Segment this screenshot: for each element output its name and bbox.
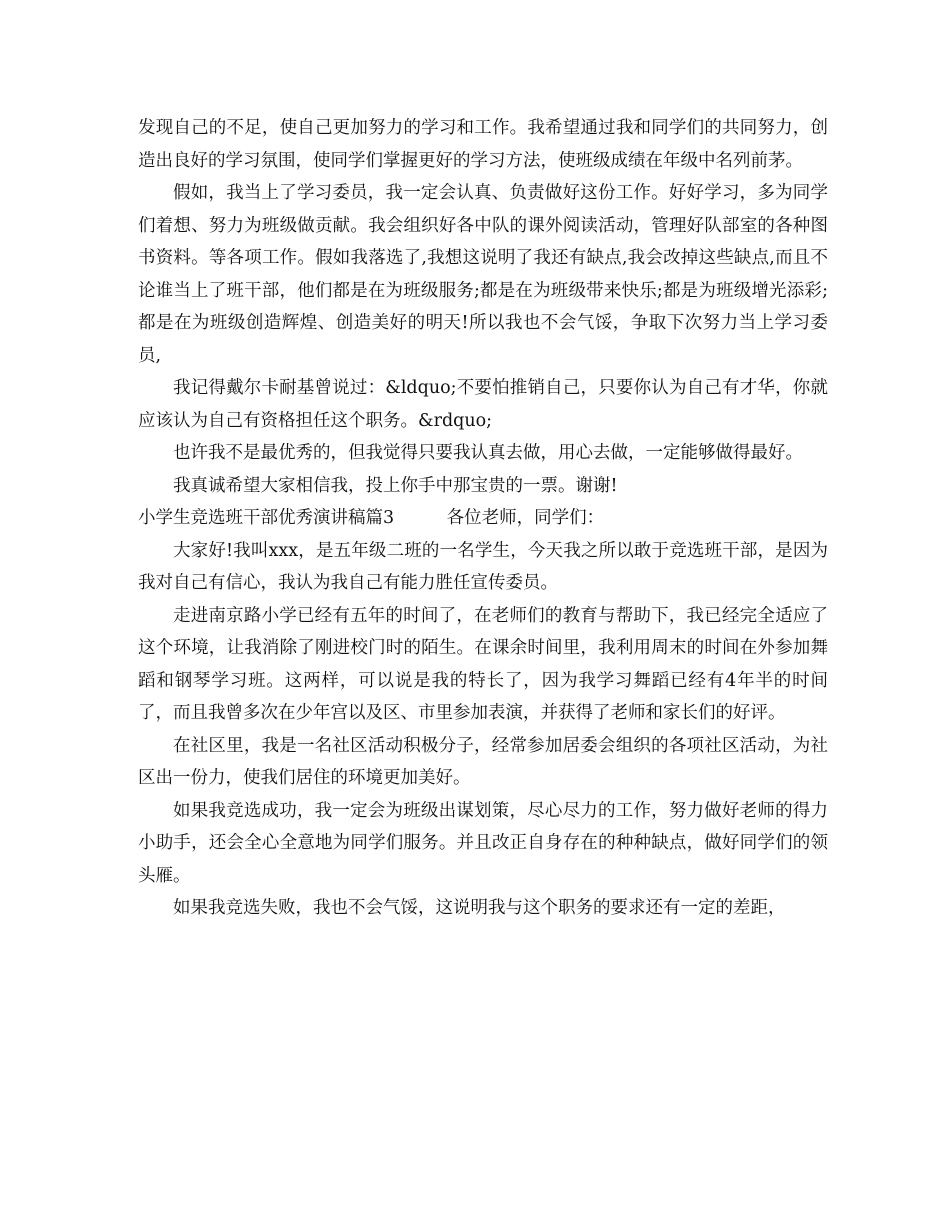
paragraph-if-fail: 如果我竞选失败，我也不会气馁，这说明我与这个职务的要求还有一定的差距， xyxy=(173,898,786,918)
document-body xyxy=(138,112,828,925)
paragraph-school-life: 走进南京路小学已经有五年的时间了，在老师们的教育与帮助下，我已经完全适应了这个环境，让我消除了刚进校门时的陌生。在课余时间里，我利用周末的时间在外参加舞蹈和钢琴学习班。这两样，可以说是我的特长了，因为我学习舞蹈已经有4年半的时间了，而且我曾多次在少年宫以及区、市里参加表演，并获得了老师和家长们的好评。 xyxy=(138,605,828,723)
paragraph-if-success: 如果我竞选成功，我一定会为班级出谋划策，尽心尽力的工作，努力做好老师的得力小助手，还会全心全意地为同学们服务。并且改正自身存在的种种缺点，做好同学们的领头雁。 xyxy=(138,800,828,886)
paragraph-continuation: 发现自己的不足，使自己更加努力的学习和工作。我希望通过我和同学们的共同努力，创造出良好的学习氛围，使同学们掌握更好的学习方法，使班级成绩在年级中名列前茅。 xyxy=(138,118,828,171)
paragraph-greeting: 大家好!我叫xxx，是五年级二班的一名学生，今天我之所以敢于竞选班干部，是因为我对自己有信心，我认为我自己有能力胜任宣传委员。 xyxy=(138,540,828,593)
section-heading-speech-3: 小学生竞选班干部优秀演讲稿篇3 各位老师，同学们： xyxy=(138,508,605,528)
paragraph-community: 在社区里，我是一名社区活动积极分子，经常参加居委会组织的各项社区活动，为社区出一份力，使我们居住的环境更加美好。 xyxy=(138,735,828,788)
paragraph-study-committee: 假如，我当上了学习委员，我一定会认真、负责做好这份工作。好好学习，多为同学们着想、努力为班级做贡献。我会组织好各中队的课外阅读活动，管理好队部室的各种图书资料。等各项工作。假如我落选了,我想这说明了我还有缺点,我会改掉这些缺点,而且不论谁当上了班干部，他们都是在为班级服务;都是在为班级带来快乐;都是为班级增光添彩;都是在为班级创造辉煌、创造美好的明天!所以我也不会气馁，争取下次努力当上学习委员, xyxy=(138,183,828,366)
paragraph-carnegie-quote: 我记得戴尔卡耐基曾说过：&ldquo;不要怕推销自己，只要你认为自己有才华，你就应该认为自己有资格担任这个职务。&rdquo; xyxy=(138,378,828,431)
paragraph-not-best: 也许我不是最优秀的，但我觉得只要我认真去做，用心去做，一定能够做得最好。 xyxy=(173,443,803,463)
paragraph-thanks: 我真诚希望大家相信我，投上你手中那宝贵的一票。谢谢! xyxy=(173,475,618,496)
